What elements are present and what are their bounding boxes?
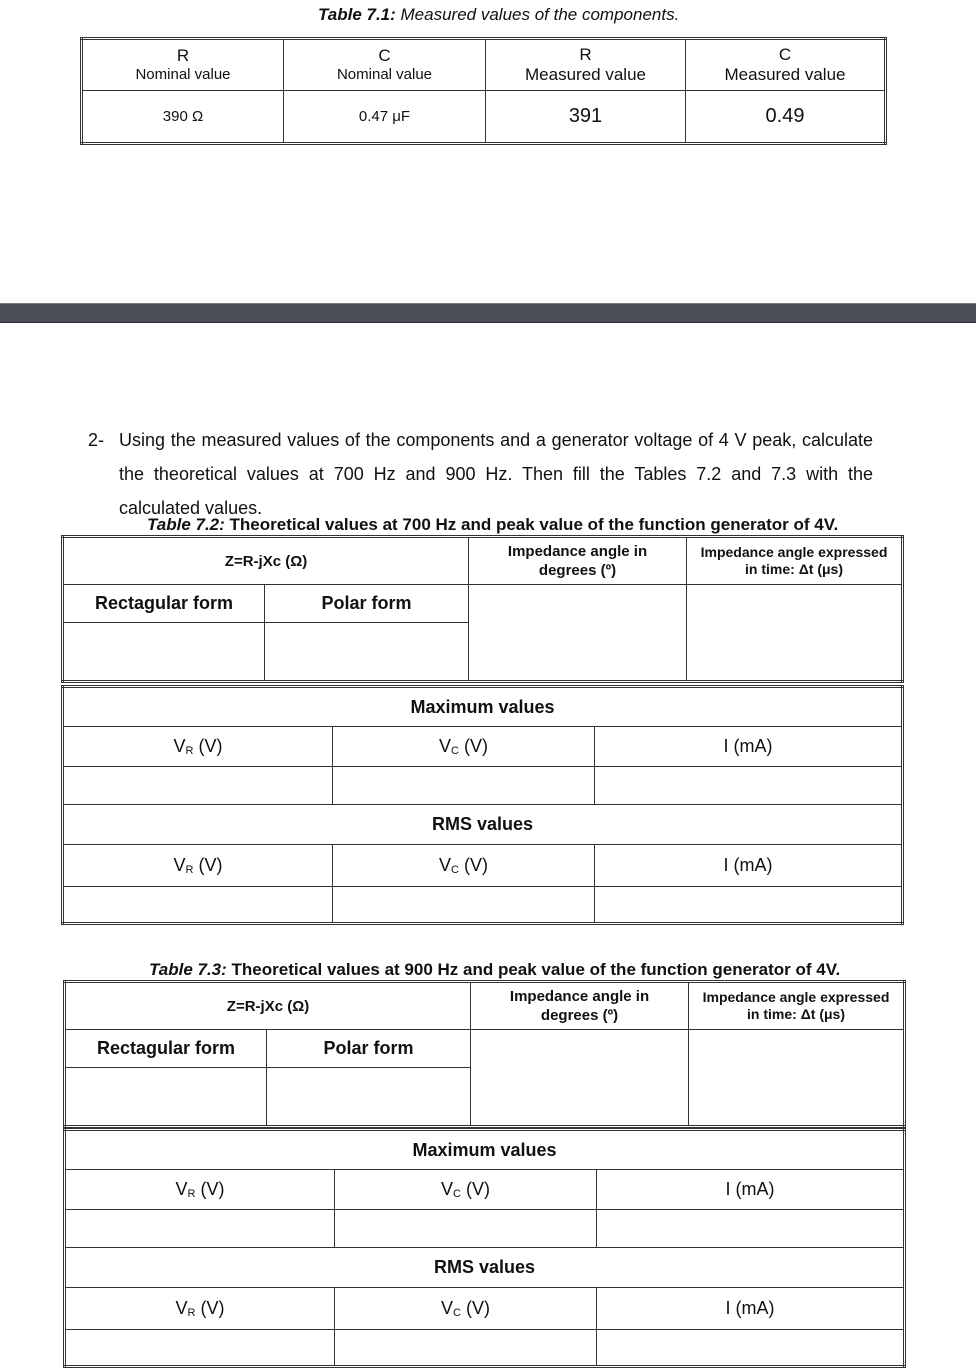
header-r-measured <box>486 39 686 91</box>
header-symbol: C <box>378 46 391 65</box>
table-7-3-impedance <box>63 980 906 1128</box>
table-7-1-header-row <box>82 39 886 91</box>
angle-time-line2: in time: Δt (μs) <box>745 561 843 577</box>
value-c-nominal: 0.47 μF <box>284 91 486 144</box>
rectangular-form-header: Rectagular form <box>65 1030 267 1068</box>
polar-form-header: Polar form <box>267 1030 471 1068</box>
polar-form-cell[interactable] <box>267 1068 471 1127</box>
i-max-cell[interactable] <box>595 767 903 805</box>
vr-max-cell[interactable] <box>63 767 333 805</box>
vc-rms-cell[interactable] <box>335 1330 597 1367</box>
value-r-nominal: 390 Ω <box>82 91 284 144</box>
header-symbol: R <box>579 45 592 64</box>
vr-rms-cell[interactable] <box>65 1330 335 1367</box>
rms-values-header: RMS values <box>65 1248 905 1288</box>
polar-form-header: Polar form <box>265 585 469 623</box>
angle-time-line2: in time: Δt (μs) <box>747 1006 845 1022</box>
angle-degrees-header <box>469 537 687 585</box>
header-sub: Nominal value <box>135 66 231 83</box>
maximum-values-header: Maximum values <box>63 687 903 727</box>
i-rms-header: I (mA) <box>595 845 903 887</box>
instruction-text: Using the measured values of the components and a generator voltage of 4 V peak, calculate the theoretical values at 700 Hz and 900 Hz. Then fill the Tables 7.2 and 7.3 with the calculated values. <box>119 430 873 518</box>
i-max-header: I (mA) <box>597 1170 905 1210</box>
angle-time-line1: Impedance angle expressed <box>700 544 888 560</box>
rectangular-form-cell[interactable] <box>63 623 265 682</box>
page-separator-bar <box>0 303 976 323</box>
vr-rms-header: $V_R$ (V) <box>63 845 333 887</box>
i-rms-cell[interactable] <box>595 887 903 924</box>
angle-degrees-header <box>471 982 689 1030</box>
header-sub: Nominal value <box>336 66 433 83</box>
value-r-measured: 391 <box>486 91 686 144</box>
angle-degrees-cell[interactable] <box>471 1030 689 1127</box>
angle-time-header <box>689 982 905 1030</box>
i-rms-header: I (mA) <box>597 1288 905 1330</box>
vr-max-header: $V_R$ (V) <box>65 1170 335 1210</box>
maximum-values-header: Maximum values <box>65 1130 905 1170</box>
vc-max-cell[interactable] <box>333 767 595 805</box>
table-7-1-caption-label: Table 7.1: <box>318 5 396 24</box>
table-7-3-caption-text: Theoretical values at 900 Hz and peak value of the function generator of 4V. <box>226 960 841 979</box>
angle-time-header <box>687 537 903 585</box>
polar-form-cell[interactable] <box>265 623 469 682</box>
table-7-3-values <box>63 1128 906 1368</box>
angle-degrees-line2: degrees (º) <box>540 1007 619 1024</box>
table-7-2-values <box>61 685 904 925</box>
angle-degrees-line1: Impedance angle in <box>507 543 648 560</box>
rectangular-form-header: Rectagular form <box>63 585 265 623</box>
angle-degrees-line2: degrees (º) <box>538 562 617 579</box>
i-max-header: I (mA) <box>595 727 903 767</box>
header-sub: Measured value <box>724 65 846 84</box>
table-7-1 <box>80 37 887 145</box>
header-c-nominal <box>284 39 486 91</box>
vc-rms-header: $V_C$ (V) <box>333 845 595 887</box>
i-max-cell[interactable] <box>597 1210 905 1248</box>
header-r-nominal <box>82 39 284 91</box>
vr-rms-header: $V_R$ (V) <box>65 1288 335 1330</box>
table-7-1-value-row <box>82 91 886 144</box>
table-7-3-caption-label: Table 7.3: <box>149 960 227 979</box>
header-symbol: C <box>778 45 792 64</box>
header-symbol: R <box>176 46 190 65</box>
table-7-2-caption-label: Table 7.2: <box>147 515 225 534</box>
table-7-2-caption <box>147 515 838 535</box>
header-sub: Measured value <box>525 65 646 84</box>
vc-max-header: $V_C$ (V) <box>335 1170 597 1210</box>
angle-time-line1: Impedance angle expressed <box>702 989 890 1005</box>
impedance-header: Z=R-jXc (Ω) <box>65 982 471 1030</box>
vc-max-cell[interactable] <box>335 1210 597 1248</box>
table-7-1-caption <box>318 5 679 25</box>
table-7-3-caption <box>149 960 840 980</box>
value-c-measured: 0.49 <box>686 91 886 144</box>
vr-max-header: $V_R$ (V) <box>63 727 333 767</box>
i-rms-cell[interactable] <box>597 1330 905 1367</box>
vc-rms-cell[interactable] <box>333 887 595 924</box>
angle-time-cell[interactable] <box>687 585 903 682</box>
angle-time-cell[interactable] <box>689 1030 905 1127</box>
header-c-measured <box>686 39 886 91</box>
angle-degrees-cell[interactable] <box>469 585 687 682</box>
vc-max-header: $V_C$ (V) <box>333 727 595 767</box>
rms-values-header: RMS values <box>63 805 903 845</box>
rectangular-form-cell[interactable] <box>65 1068 267 1127</box>
angle-degrees-line1: Impedance angle in <box>509 988 650 1005</box>
table-7-2-caption-text: Theoretical values at 700 Hz and peak value of the function generator of 4V. <box>224 515 839 534</box>
instruction-number: 2- <box>88 430 105 450</box>
table-7-2-impedance <box>61 535 904 683</box>
vr-rms-cell[interactable] <box>63 887 333 924</box>
vc-rms-header: $V_C$ (V) <box>335 1288 597 1330</box>
table-7-1-caption-text: Measured values of the components. <box>395 5 680 24</box>
vr-max-cell[interactable] <box>65 1210 335 1248</box>
impedance-header: Z=R-jXc (Ω) <box>63 537 469 585</box>
